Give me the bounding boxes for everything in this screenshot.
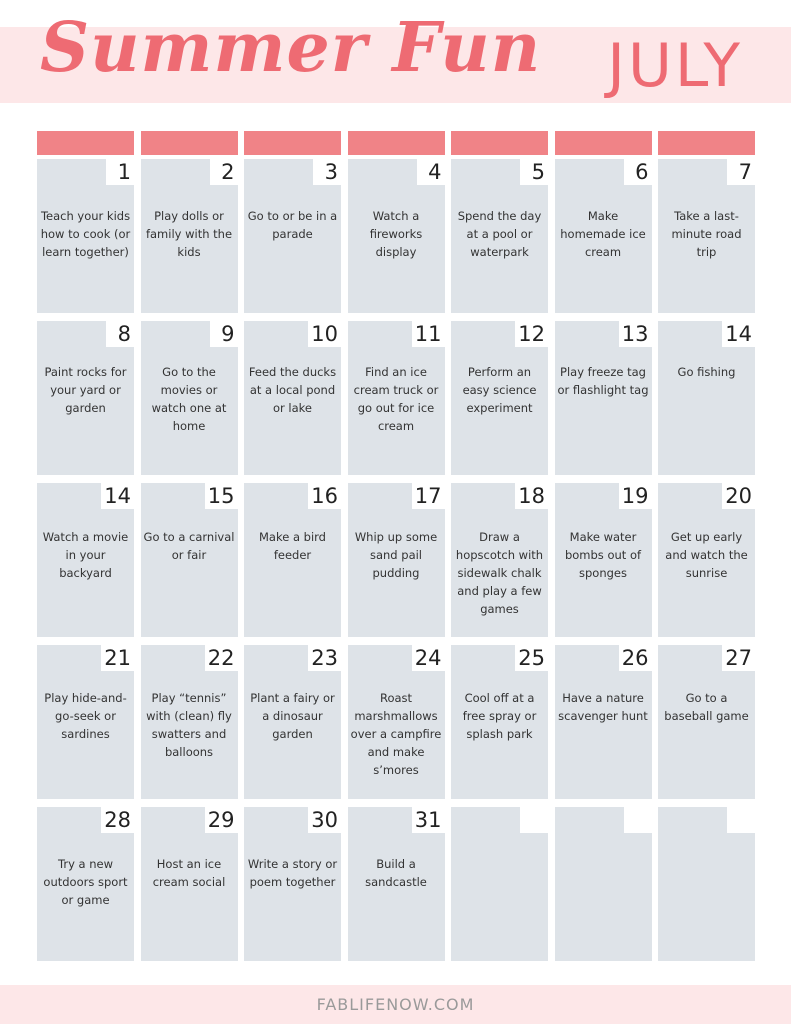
day-cell (244, 807, 341, 961)
day-number (520, 807, 548, 833)
day-cell (141, 483, 238, 637)
day-cell (658, 645, 755, 799)
day-cell (244, 159, 341, 313)
day-cell (451, 159, 548, 313)
day-cell (348, 807, 445, 961)
day-number: 9 (210, 321, 238, 347)
day-number: 28 (101, 807, 134, 833)
activity-text: Plant a fairy or a dinosaur garden (250, 691, 335, 741)
day-number: 14 (101, 483, 134, 509)
day-cell (244, 483, 341, 637)
day-number: 19 (619, 483, 652, 509)
activity-text: Write a story or poem together (247, 857, 338, 889)
day-number: 14 (722, 321, 755, 347)
activity-text: Get up early and watch the sunrise (665, 530, 748, 580)
activity-text: Paint rocks for your yard or garden (44, 365, 127, 415)
activity-text: Try a new outdoors sport or game (43, 857, 128, 907)
day-number: 13 (619, 321, 652, 347)
activity-text: Go to a baseball game (664, 691, 749, 723)
weekday-header-bar (348, 131, 445, 155)
footer-band (0, 985, 791, 1024)
day-cell (37, 645, 134, 799)
activity-text: Feed the ducks at a local pond or lake (248, 365, 337, 415)
day-cell (37, 321, 134, 475)
activity-text: Roast marshmallows over a campfire and make s’mores (350, 691, 442, 777)
activity-text: Have a nature scavenger hunt (558, 691, 648, 723)
day-number: 16 (308, 483, 341, 509)
day-cell (37, 483, 134, 637)
activity-text: Teach your kids how to cook (or learn together) (40, 209, 131, 259)
activity-text: Go fishing (677, 365, 736, 379)
day-number: 3 (313, 159, 341, 185)
activity-text: Make water bombs out of sponges (564, 530, 642, 580)
day-number: 25 (515, 645, 548, 671)
day-cell (141, 159, 238, 313)
day-number: 1 (106, 159, 134, 185)
day-cell (141, 807, 238, 961)
day-number: 11 (412, 321, 445, 347)
day-number: 2 (210, 159, 238, 185)
activity-text: Cool off at a free spray or splash park (462, 691, 537, 741)
day-cell (244, 321, 341, 475)
weekday-header-bar (244, 131, 341, 155)
day-number: 20 (722, 483, 755, 509)
activity-text: Take a last-minute road trip (671, 209, 742, 259)
day-cell (658, 321, 755, 475)
day-number: 10 (308, 321, 341, 347)
activity-text: Host an ice cream social (152, 857, 226, 889)
month-label: JULY (607, 31, 743, 101)
weekday-header-bar (37, 131, 134, 155)
day-number: 12 (515, 321, 548, 347)
day-cell (555, 483, 652, 637)
activity-text: Make a bird feeder (259, 530, 326, 562)
activity-text: Play “tennis” with (clean) fly swatters and balloons (146, 691, 232, 759)
day-cell (555, 645, 652, 799)
activity-text: Watch a movie in your backyard (42, 530, 129, 580)
activity-text: Perform an easy science experiment (462, 365, 537, 415)
day-number: 24 (412, 645, 445, 671)
page-title: Summer Fun (40, 8, 542, 88)
day-cell (555, 321, 652, 475)
day-number: 6 (624, 159, 652, 185)
day-cell (451, 807, 548, 961)
day-cell (451, 483, 548, 637)
weekday-header-bar (555, 131, 652, 155)
day-number: 31 (412, 807, 445, 833)
day-cell (141, 321, 238, 475)
day-cell (451, 645, 548, 799)
activity-text: Watch a fireworks display (369, 209, 423, 259)
day-number: 23 (308, 645, 341, 671)
day-cell (348, 321, 445, 475)
day-cell (37, 807, 134, 961)
day-number: 26 (619, 645, 652, 671)
day-cell (658, 159, 755, 313)
day-cell (658, 807, 755, 961)
activity-text: Spend the day at a pool or waterpark (457, 209, 542, 259)
day-cell (37, 159, 134, 313)
activity-text: Play hide-and-go-seek or sardines (44, 691, 127, 741)
day-number: 7 (727, 159, 755, 185)
activity-text: Find an ice cream truck or go out for ice cream (353, 365, 439, 433)
day-number: 17 (412, 483, 445, 509)
day-cell (244, 645, 341, 799)
day-number: 15 (205, 483, 238, 509)
day-cell (348, 159, 445, 313)
day-number: 27 (722, 645, 755, 671)
day-number: 4 (417, 159, 445, 185)
activity-text: Build a sandcastle (365, 857, 427, 889)
day-cell (451, 321, 548, 475)
activity-text: Go to the movies or watch one at home (151, 365, 227, 433)
day-number (624, 807, 652, 833)
weekday-header-bar (658, 131, 755, 155)
day-cell (555, 807, 652, 961)
day-number (727, 807, 755, 833)
weekday-header-bar (141, 131, 238, 155)
day-cell (555, 159, 652, 313)
activity-text: Play dolls or family with the kids (145, 209, 233, 259)
day-number: 18 (515, 483, 548, 509)
activity-text: Draw a hopscotch with sidewalk chalk and play a few games (455, 530, 544, 616)
day-number: 22 (205, 645, 238, 671)
weekday-header-bar (451, 131, 548, 155)
day-number: 29 (205, 807, 238, 833)
activity-text: Go to or be in a parade (247, 209, 338, 241)
day-number: 8 (106, 321, 134, 347)
activity-text: Whip up some sand pail pudding (354, 530, 438, 580)
activity-text: Go to a carnival or fair (143, 530, 235, 562)
day-cell (348, 645, 445, 799)
day-number: 30 (308, 807, 341, 833)
activity-text: Play freeze tag or flashlight tag (557, 365, 649, 397)
day-number: 21 (101, 645, 134, 671)
footer-site: FABLIFENOW.COM (316, 995, 475, 1014)
day-cell (141, 645, 238, 799)
day-cell (658, 483, 755, 637)
activity-text: Make homemade ice cream (560, 209, 646, 259)
day-cell (348, 483, 445, 637)
day-number: 5 (520, 159, 548, 185)
